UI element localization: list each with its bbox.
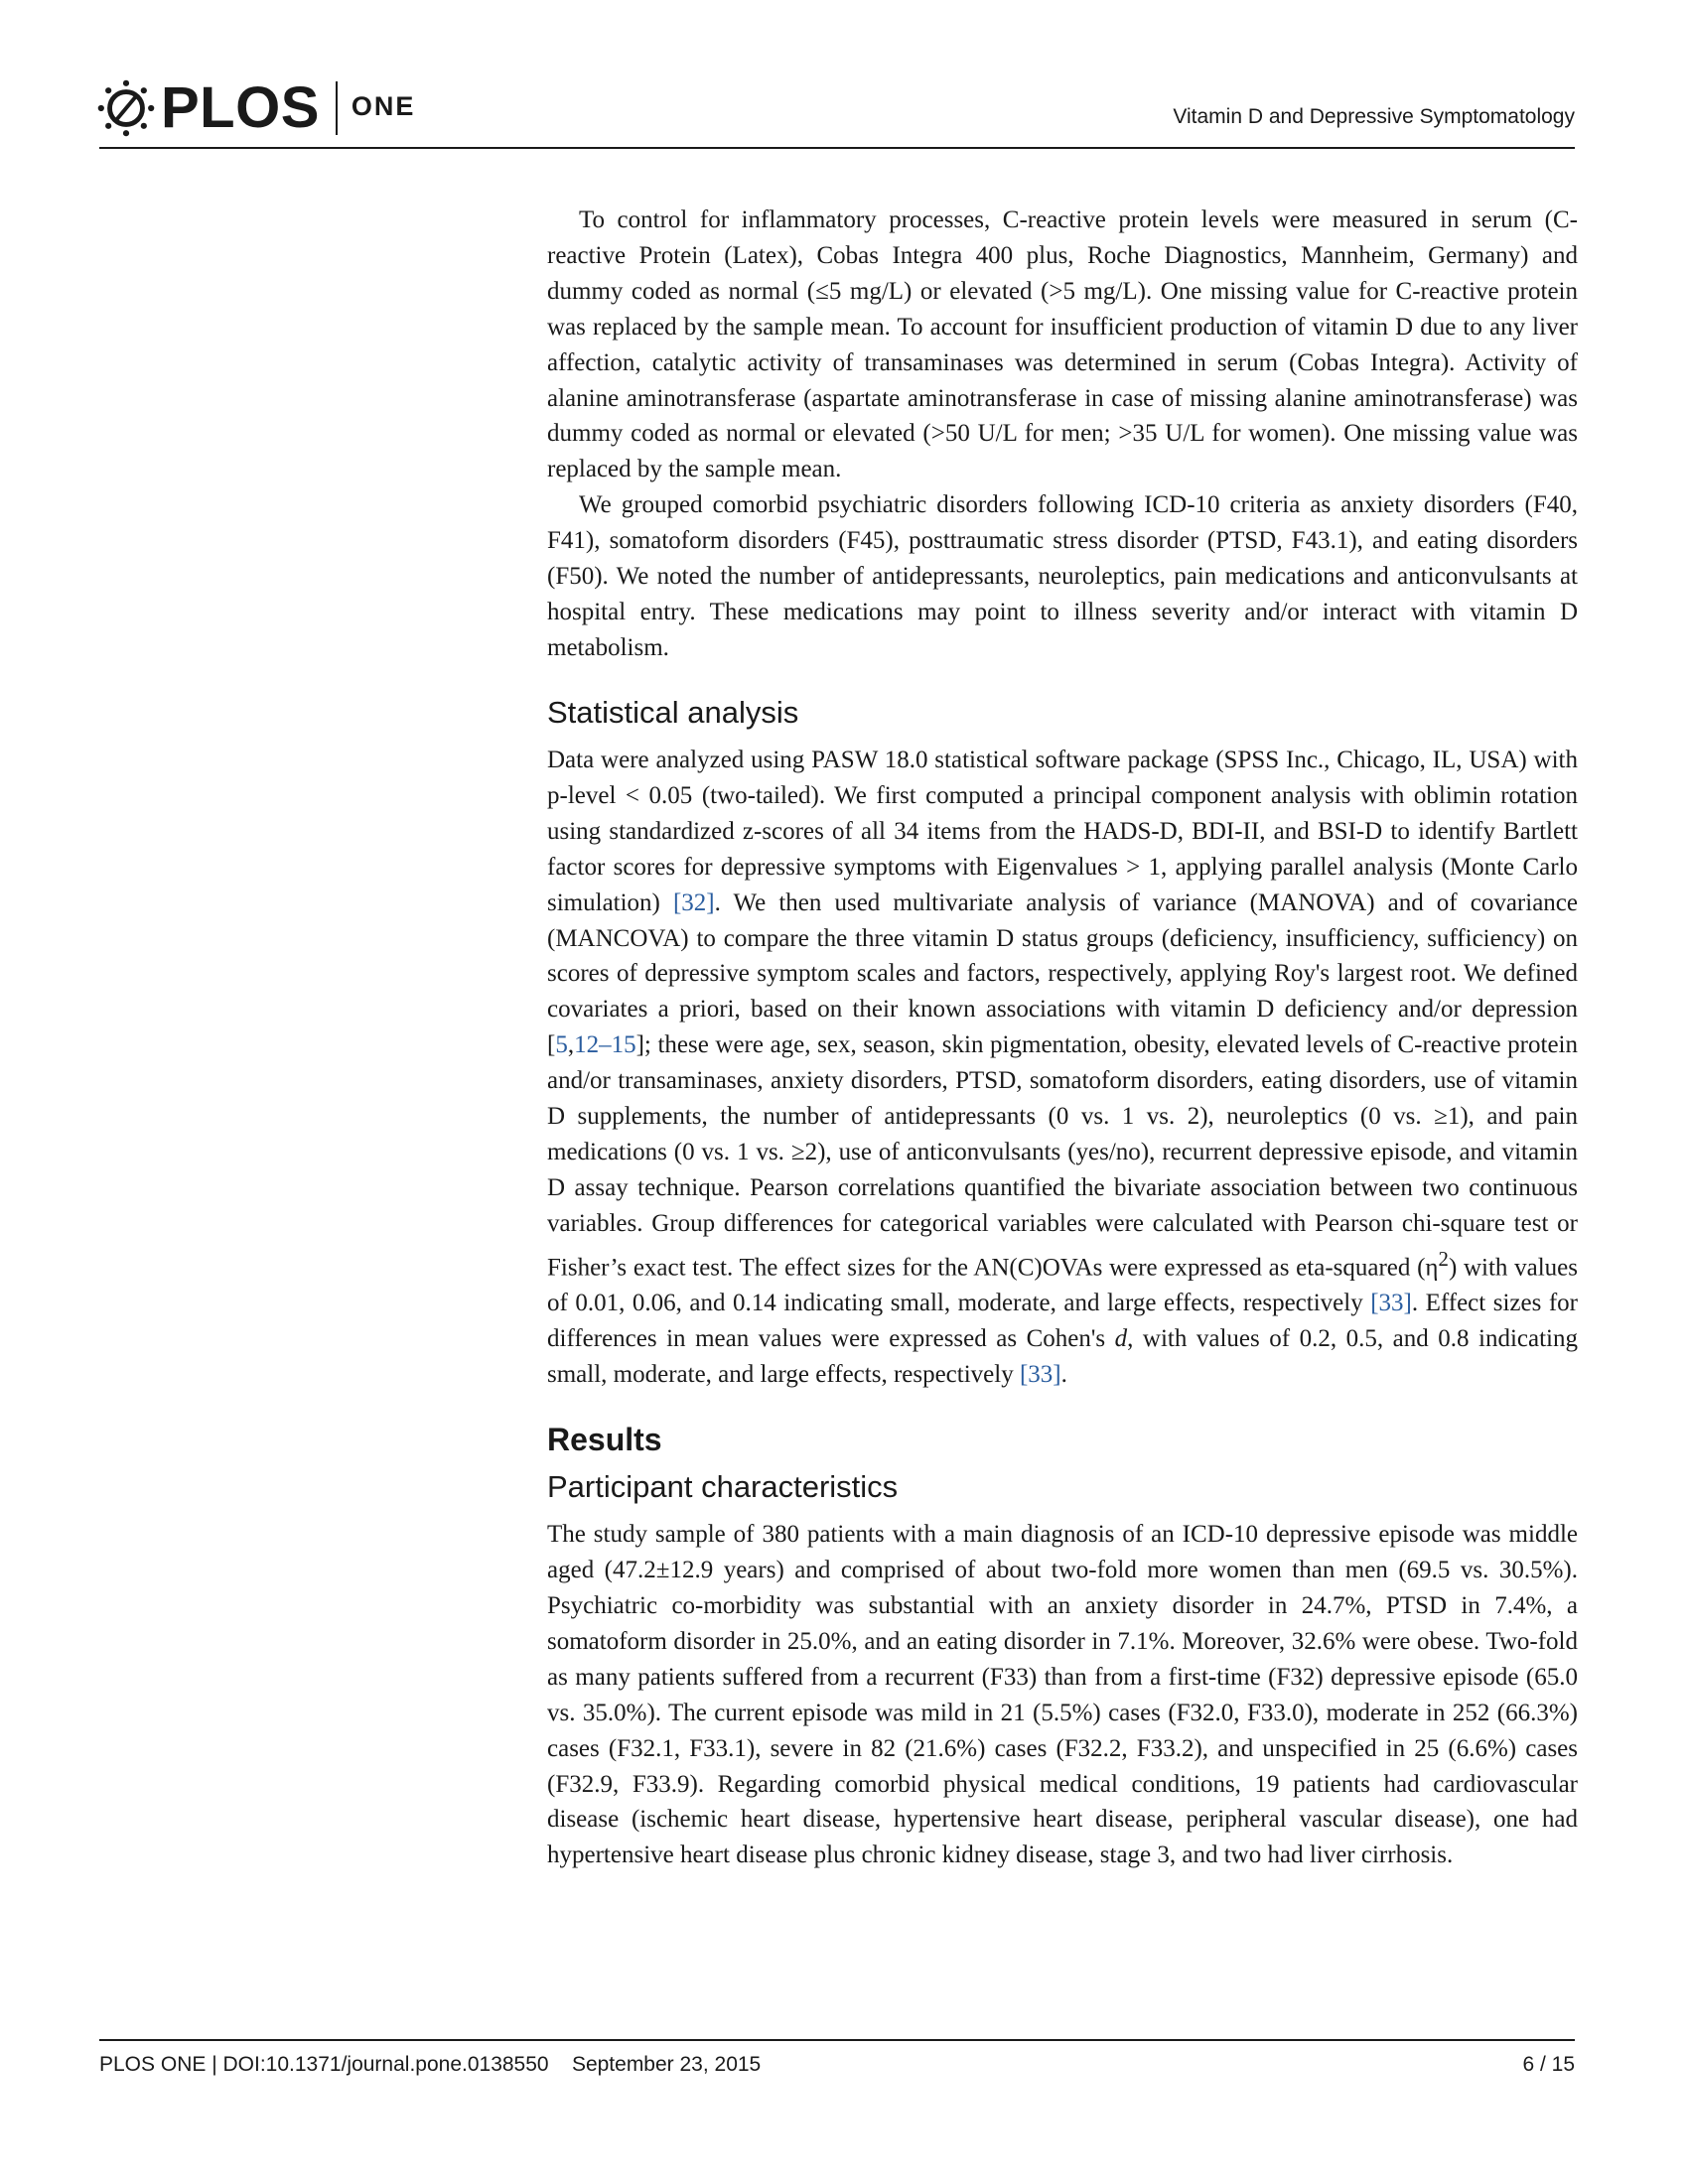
heading-statistical-analysis: Statistical analysis bbox=[547, 694, 799, 730]
text-run: ]; these were age, sex, season, skin pigmentation, obesity, elevated levels of C-reactive protein and/or transaminases, anxiety disorders, PTSD, somatoform disorders, eating disorders, use of vitamin D supplements, the number of antidepressants (0 vs. 1 vs. 2), neuroleptics (0 vs. ≥1), and pain medications (0 vs. 1 vs. ≥2), use of anticonvulsants (yes/no), recurrent depressive episode, and vitamin D assay technique. Pearson correlations quantified the bivariate association between two continuous variables. Group differences for categorical variables were calculated with Pearson chi-square test or Fisher’s exact test. The effect sizes for the AN(C)OVAs were expressed as eta-squared (η bbox=[547, 1031, 1578, 1281]
heading-participant-characteristics: Participant characteristics bbox=[547, 1469, 899, 1504]
logo-text: PLOS bbox=[161, 75, 320, 140]
paragraph-statistical-analysis bbox=[547, 743, 1578, 1393]
citation-link-5[interactable]: 5 bbox=[555, 1031, 568, 1059]
heading-results: Results bbox=[547, 1421, 662, 1457]
logo-divider bbox=[336, 81, 338, 135]
article-body bbox=[547, 203, 1578, 1873]
footer-rule bbox=[99, 2039, 1575, 2041]
footer-date: September 23, 2015 bbox=[571, 2053, 762, 2076]
text-run: Data were analyzed using PASW 18.0 statistical software package (SPSS Inc., Chicago, IL, USA) with p-level < 0.05 (two-tailed). We first computed a principal component analysis with oblimin rotation using standardized z-scores of all 34 items from the HADS-D, BDI-II, and BSI-D to identify Bartlett factor scores for depressive symptoms with Eigenvalues > 1, applying parallel analysis (Monte Carlo simulation) bbox=[547, 746, 1578, 916]
text-run: . Effect sizes for differences in mean values were expressed as Cohen's bbox=[547, 1289, 1578, 1352]
header-rule bbox=[99, 147, 1575, 149]
text-run: , with values of 0.2, 0.5, and 0.8 indicating small, moderate, and large effects, respectively bbox=[547, 1324, 1578, 1388]
citation-link-12-15[interactable]: 12–15 bbox=[574, 1031, 636, 1059]
paragraph-participant-characteristics: The study sample of 380 patients with a main diagnosis of an ICD-10 depressive episode was middle aged (47.2±12.9 years) and comprised of about two-fold more women than men (69.5 vs. 30.5%). Psychiatric co-morbidity was substantial with an anxiety disorder in 24.7%, PTSD in 7.4%, a somatoform disorder in 25.0%, and an eating disorder in 7.1%. Moreover, 32.6% were obese. Two-fold as many patients suffered from a recurrent (F33) than from a first-time (F32) depressive episode (65.0 vs. 35.0%). The current episode was mild in 21 (5.5%) cases (F32.0, F33.0), moderate in 252 (66.3%) cases (F32.1, F33.1), severe in 82 (21.6%) cases (F32.2, F33.2), and unspecified in 25 (6.6%) cases (F32.9, F33.9). Regarding comorbid physical medical conditions, 19 patients had cardiovascular disease (ischemic heart disease, hypertensive heart disease, peripheral vascular disease), one had hypertensive heart disease plus chronic kidney disease, stage 3, and two had liver cirrhosis. bbox=[547, 1521, 1578, 1869]
text-run: , bbox=[567, 1031, 575, 1059]
paragraph-comorbid-disorders: We grouped comorbid psychiatric disorders following ICD-10 criteria as anxiety disorders (F40, F41), somatoform disorders (F45), posttraumatic stress disorder (PTSD, F43.1), and eating disorders (F50). We noted the number of antidepressants, neuroleptics, pain medications and anticonvulsants at hospital entry. These medications may point to illness severity and/or interact with vitamin D metabolism. bbox=[547, 491, 1578, 661]
text-run: . bbox=[1060, 1360, 1067, 1388]
footer-citation bbox=[99, 2053, 761, 2077]
italic-symbol: d bbox=[1114, 1324, 1128, 1352]
logo-subtitle: ONE bbox=[351, 90, 416, 121]
text-run: ) with values of 0.01, 0.06, and 0.14 indicating small, moderate, and large effects, respectively bbox=[547, 1253, 1579, 1316]
citation-link-32[interactable]: [32] bbox=[672, 888, 715, 916]
text-run: . We then used multivariate analysis of variance (MANOVA) and of covariance (MANCOVA) to compare the three vitamin D status groups (deficiency, insufficiency, sufficiency) on scores of depressive symptom scales and factors, respectively, applying Roy's largest root. We defined covariates a priori, based on their known associations with vitamin D deficiency and/or depression [ bbox=[547, 888, 1578, 1059]
running-title: Vitamin D and Depressive Symptomatology bbox=[1173, 105, 1575, 128]
page-number: 6 / 15 bbox=[1522, 2053, 1575, 2076]
footer-journal-doi: PLOS ONE | DOI:10.1371/journal.pone.0138550 bbox=[99, 2053, 549, 2076]
plos-sunburst-icon bbox=[95, 77, 157, 139]
paragraph-inflammation: To control for inflammatory processes, C-reactive protein levels were measured in serum (C-reactive Protein (Latex), Cobas Integra 400 plus, Roche Diagnostics, Mannheim, Germany) and dummy coded as normal (≤5 mg/L) or elevated (>5 mg/L). One missing value for C-reactive protein was replaced by the sample mean. To account for insufficient production of vitamin D due to any liver affection, catalytic activity of transaminases was determined in serum (Cobas Integra). Activity of alanine aminotransferase (aspartate aminotransferase in case of missing alanine aminotransferase) was dummy coded as normal or elevated (>50 U/L for men; >35 U/L for women). One missing value was replaced by the sample mean. bbox=[547, 206, 1578, 483]
page-header bbox=[0, 0, 1688, 151]
superscript: 2 bbox=[1438, 1246, 1449, 1271]
citation-link-33[interactable]: [33] bbox=[1370, 1289, 1412, 1316]
citation-link-33[interactable]: [33] bbox=[1019, 1360, 1061, 1388]
plos-one-logo bbox=[95, 73, 415, 143]
